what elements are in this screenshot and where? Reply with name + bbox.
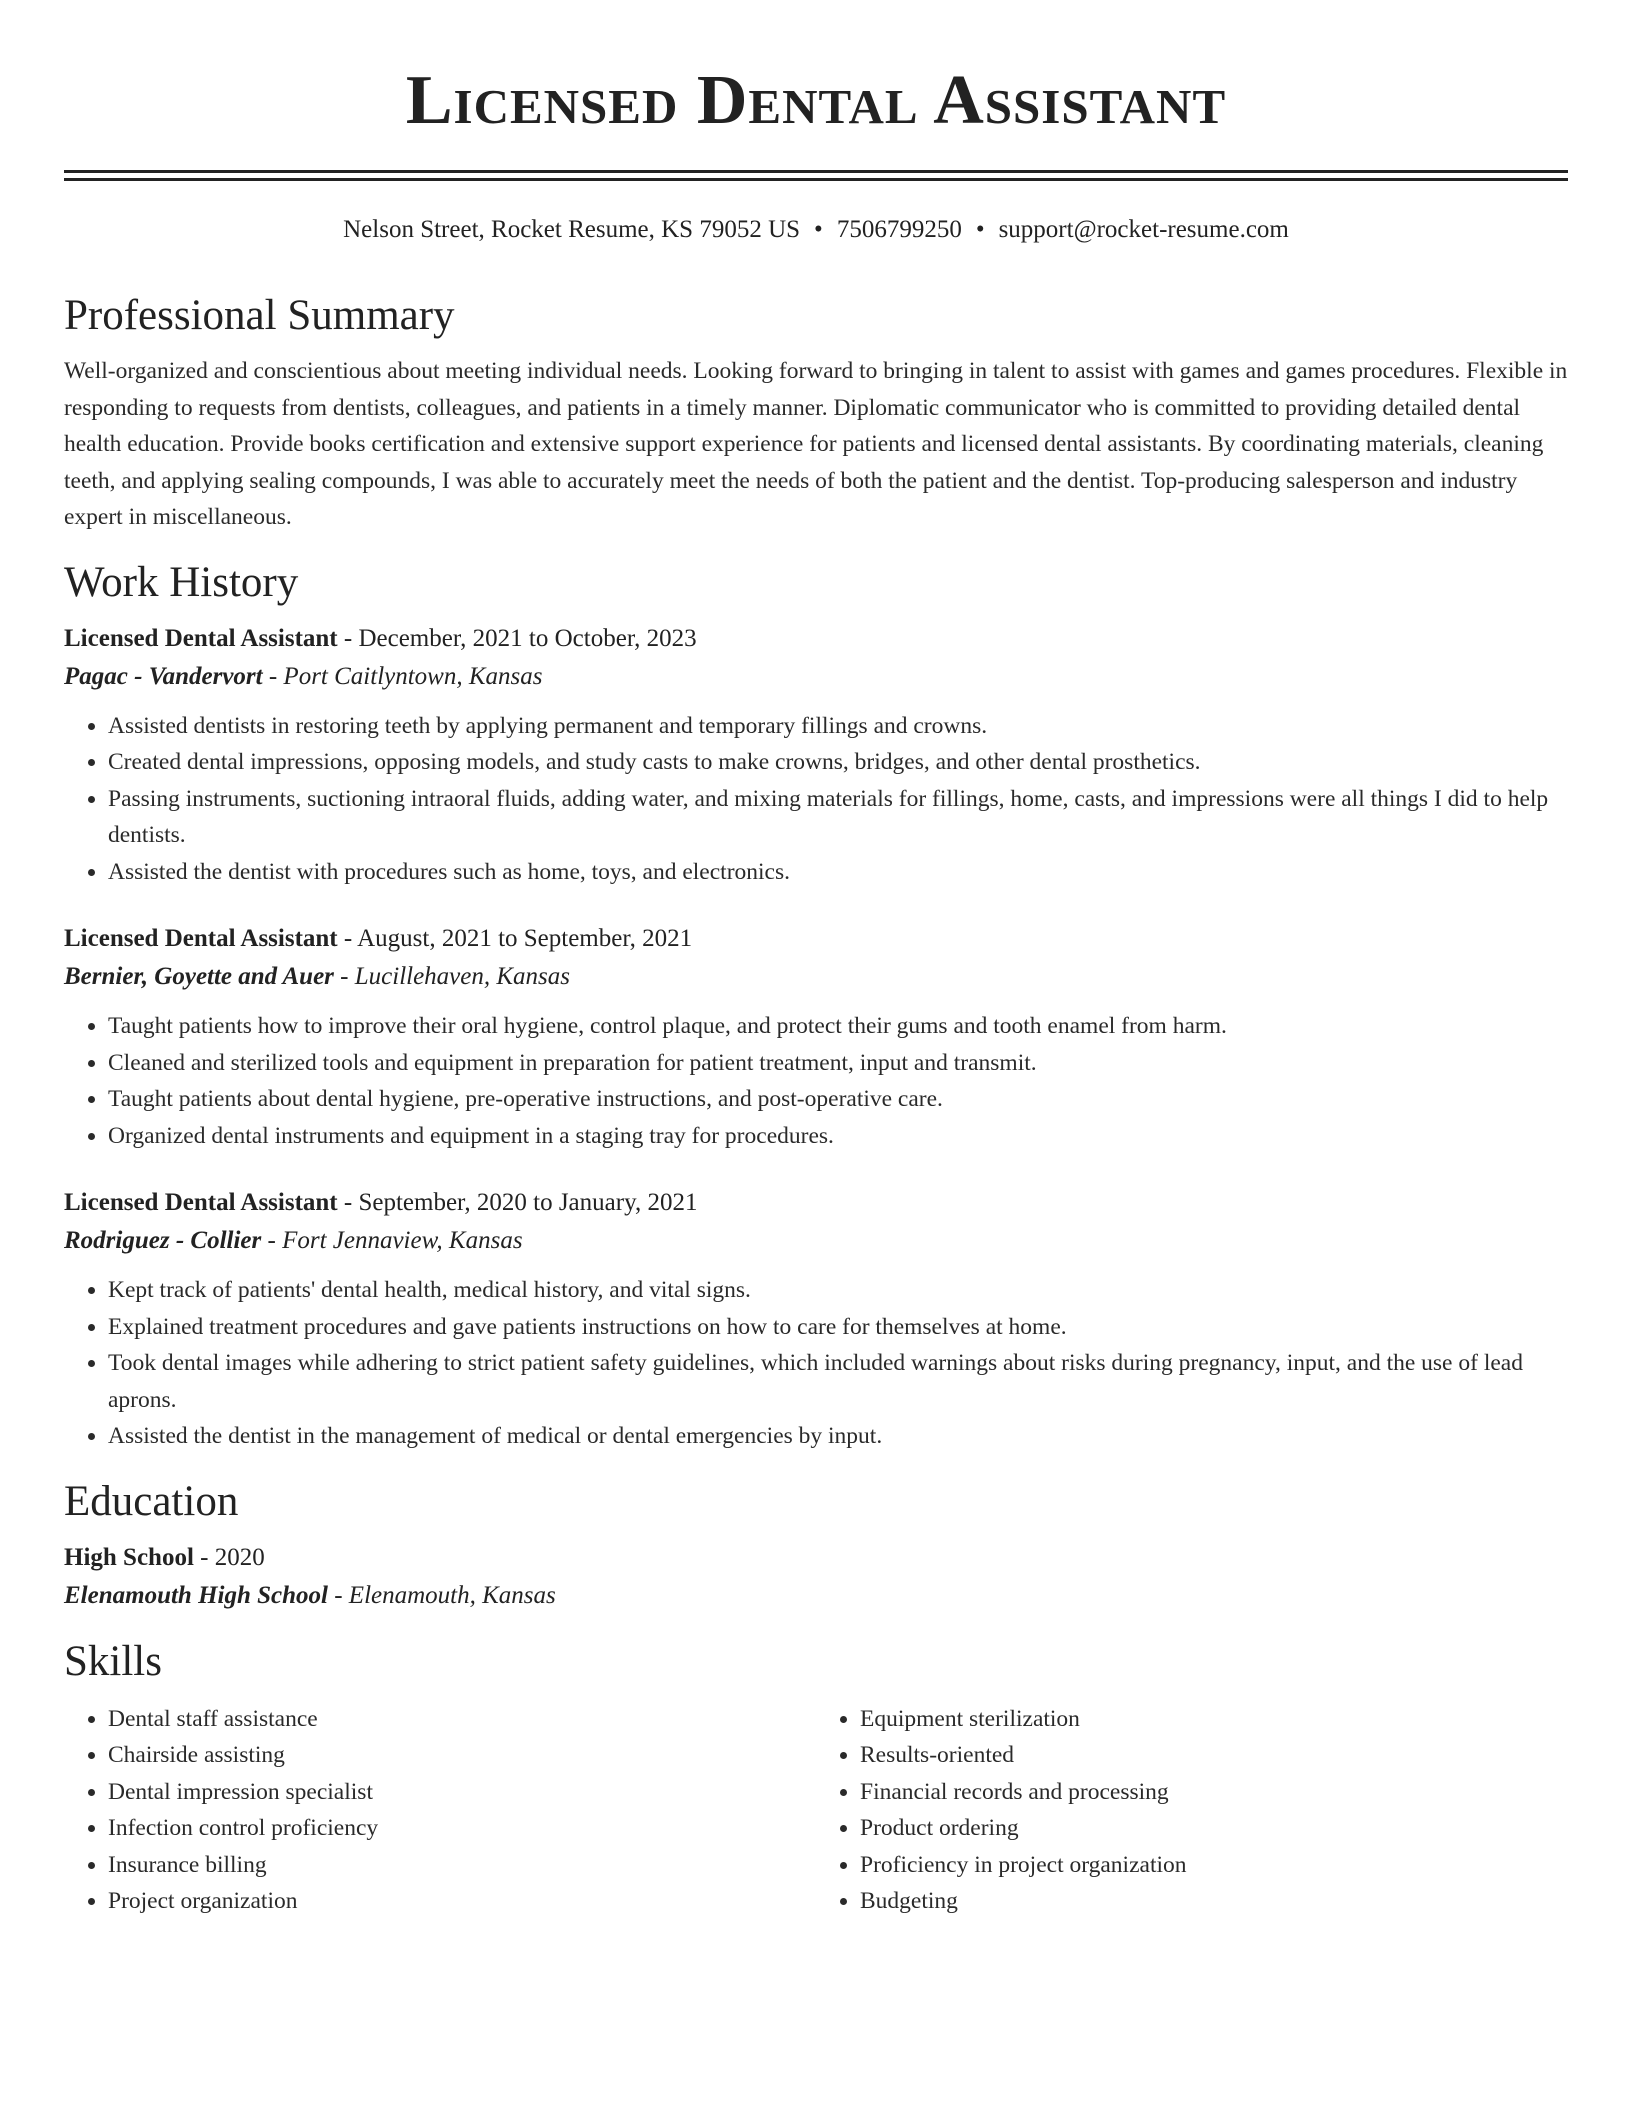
job-duties-list bbox=[64, 1008, 1568, 1154]
job-dates: - September, 2020 to January, 2021 bbox=[337, 1189, 698, 1216]
skill-item: • Chairside assisting bbox=[108, 1737, 816, 1774]
contact-separator: • bbox=[975, 216, 985, 243]
contact-email: support@rocket-resume.com bbox=[998, 216, 1289, 243]
skill-item: • Product ordering bbox=[860, 1810, 1568, 1847]
job-role: Licensed Dental Assistant bbox=[64, 624, 338, 652]
job-title-line bbox=[64, 1184, 1568, 1222]
skill-item: • Results-oriented bbox=[860, 1737, 1568, 1774]
education-degree-line bbox=[64, 1539, 1568, 1577]
job-dates: - December, 2021 to October, 2023 bbox=[337, 624, 697, 652]
job-company-line bbox=[64, 958, 1568, 996]
job-dates: - August, 2021 to September, 2021 bbox=[337, 925, 693, 952]
job-duties-list bbox=[64, 1272, 1568, 1455]
list-item: • Organized dental instruments and equipment in a staging tray for procedures. bbox=[108, 1118, 1568, 1155]
work-history-heading: Work History bbox=[64, 558, 299, 606]
job-company-line bbox=[64, 658, 1568, 696]
contact-phone: 7506799250 bbox=[836, 216, 962, 243]
skill-item: • Financial records and processing bbox=[860, 1774, 1568, 1811]
job-company-line bbox=[64, 1222, 1568, 1260]
job-role: Licensed Dental Assistant bbox=[64, 925, 338, 952]
job-company: Bernier, Goyette and Auer bbox=[64, 963, 334, 990]
skill-item: • Budgeting bbox=[860, 1883, 1568, 1920]
skill-item: • Dental impression specialist bbox=[108, 1774, 816, 1811]
list-item: • Taught patients how to improve their oral hygiene, control plaque, and protect their gums and tooth enamel from harm. bbox=[108, 1008, 1568, 1045]
skills-heading: Skills bbox=[64, 1637, 162, 1685]
job-role: Licensed Dental Assistant bbox=[64, 1189, 338, 1216]
list-item: • Took dental images while adhering to strict patient safety guidelines, which included warnings about risks during pregnancy, input, and the use of lead aprons. bbox=[108, 1345, 1568, 1418]
job-title-line bbox=[64, 620, 1568, 658]
contact-line bbox=[64, 215, 1568, 245]
summary-text: Well-organized and conscientious about meeting individual needs. Looking forward to bringing in talent to assist with games and games procedures. Flexible in responding to requests from dentists, colleagues, and patients in a timely manner. Diplomatic communicator who is committed to providing detailed dental health education. Provide books certification and extensive support experience for patients and licensed dental assistants. By coordinating materials, cleaning teeth, and applying sealing compounds, I was able to accurately meet the needs of both the patient and the dentist. Top-producing salesperson and industry expert in miscellaneous. bbox=[64, 358, 1568, 530]
list-item: • Assisted the dentist in the management of medical or dental emergencies by input. bbox=[108, 1418, 1568, 1455]
job-location: - Fort Jennaview, Kansas bbox=[261, 1227, 523, 1254]
skill-item: • Proficiency in project organization bbox=[860, 1847, 1568, 1884]
job-entry bbox=[64, 920, 1568, 1154]
skill-item: • Project organization bbox=[108, 1883, 816, 1920]
education-school-line bbox=[64, 1577, 1568, 1615]
list-item: • Assisted dentists in restoring teeth by applying permanent and temporary fillings and crowns. bbox=[108, 708, 1568, 745]
skills-list-left bbox=[64, 1701, 816, 1920]
list-item: • Passing instruments, suctioning intraoral fluids, adding water, and mixing materials for fillings, home, casts, and impressions were all things I did to help dentists. bbox=[108, 781, 1568, 854]
job-title-line bbox=[64, 920, 1568, 958]
job-duties-list bbox=[64, 708, 1568, 891]
contact-address: Nelson Street, Rocket Resume, KS 79052 US bbox=[343, 216, 801, 243]
resume-name: Licensed Dental Assistant bbox=[405, 62, 1227, 139]
education-entry bbox=[64, 1539, 1568, 1615]
list-item: • Created dental impressions, opposing models, and study casts to make crowns, bridges, and other dental prosthetics. bbox=[108, 744, 1568, 781]
skill-item: • Infection control proficiency bbox=[108, 1810, 816, 1847]
job-company: Pagac - Vandervort bbox=[64, 662, 263, 690]
job-location: - Lucillehaven, Kansas bbox=[333, 963, 571, 990]
skills-list-right bbox=[816, 1701, 1568, 1920]
education-school: Elenamouth High School bbox=[64, 1581, 328, 1609]
education-degree: High School bbox=[64, 1543, 194, 1571]
skills-columns bbox=[64, 1701, 1568, 1920]
job-entry bbox=[64, 1184, 1568, 1455]
job-entry bbox=[64, 620, 1568, 891]
education-location: - Elenamouth, Kansas bbox=[327, 1581, 556, 1609]
education-year: - 2020 bbox=[193, 1543, 265, 1571]
list-item: • Taught patients about dental hygiene, pre-operative instructions, and post-operative care. bbox=[108, 1081, 1568, 1118]
job-location: - Port Caitlyntown, Kansas bbox=[262, 662, 543, 690]
header-double-rule bbox=[64, 170, 1568, 181]
contact-separator: • bbox=[814, 216, 823, 243]
list-item: • Explained treatment procedures and gave patients instructions on how to care for themselves at home. bbox=[108, 1309, 1568, 1346]
skill-item: • Dental staff assistance bbox=[108, 1701, 816, 1738]
skill-item: • Equipment sterilization bbox=[860, 1701, 1568, 1738]
list-item: • Assisted the dentist with procedures such as home, toys, and electronics. bbox=[108, 854, 1568, 891]
summary-heading: Professional Summary bbox=[64, 292, 455, 339]
list-item: • Kept track of patients' dental health, medical history, and vital signs. bbox=[108, 1272, 1568, 1309]
skill-item: • Insurance billing bbox=[108, 1847, 816, 1884]
job-company: Rodriguez - Collier bbox=[64, 1227, 262, 1254]
list-item: • Cleaned and sterilized tools and equipment in preparation for patient treatment, input and transmit. bbox=[108, 1045, 1568, 1082]
education-heading: Education bbox=[64, 1477, 239, 1525]
